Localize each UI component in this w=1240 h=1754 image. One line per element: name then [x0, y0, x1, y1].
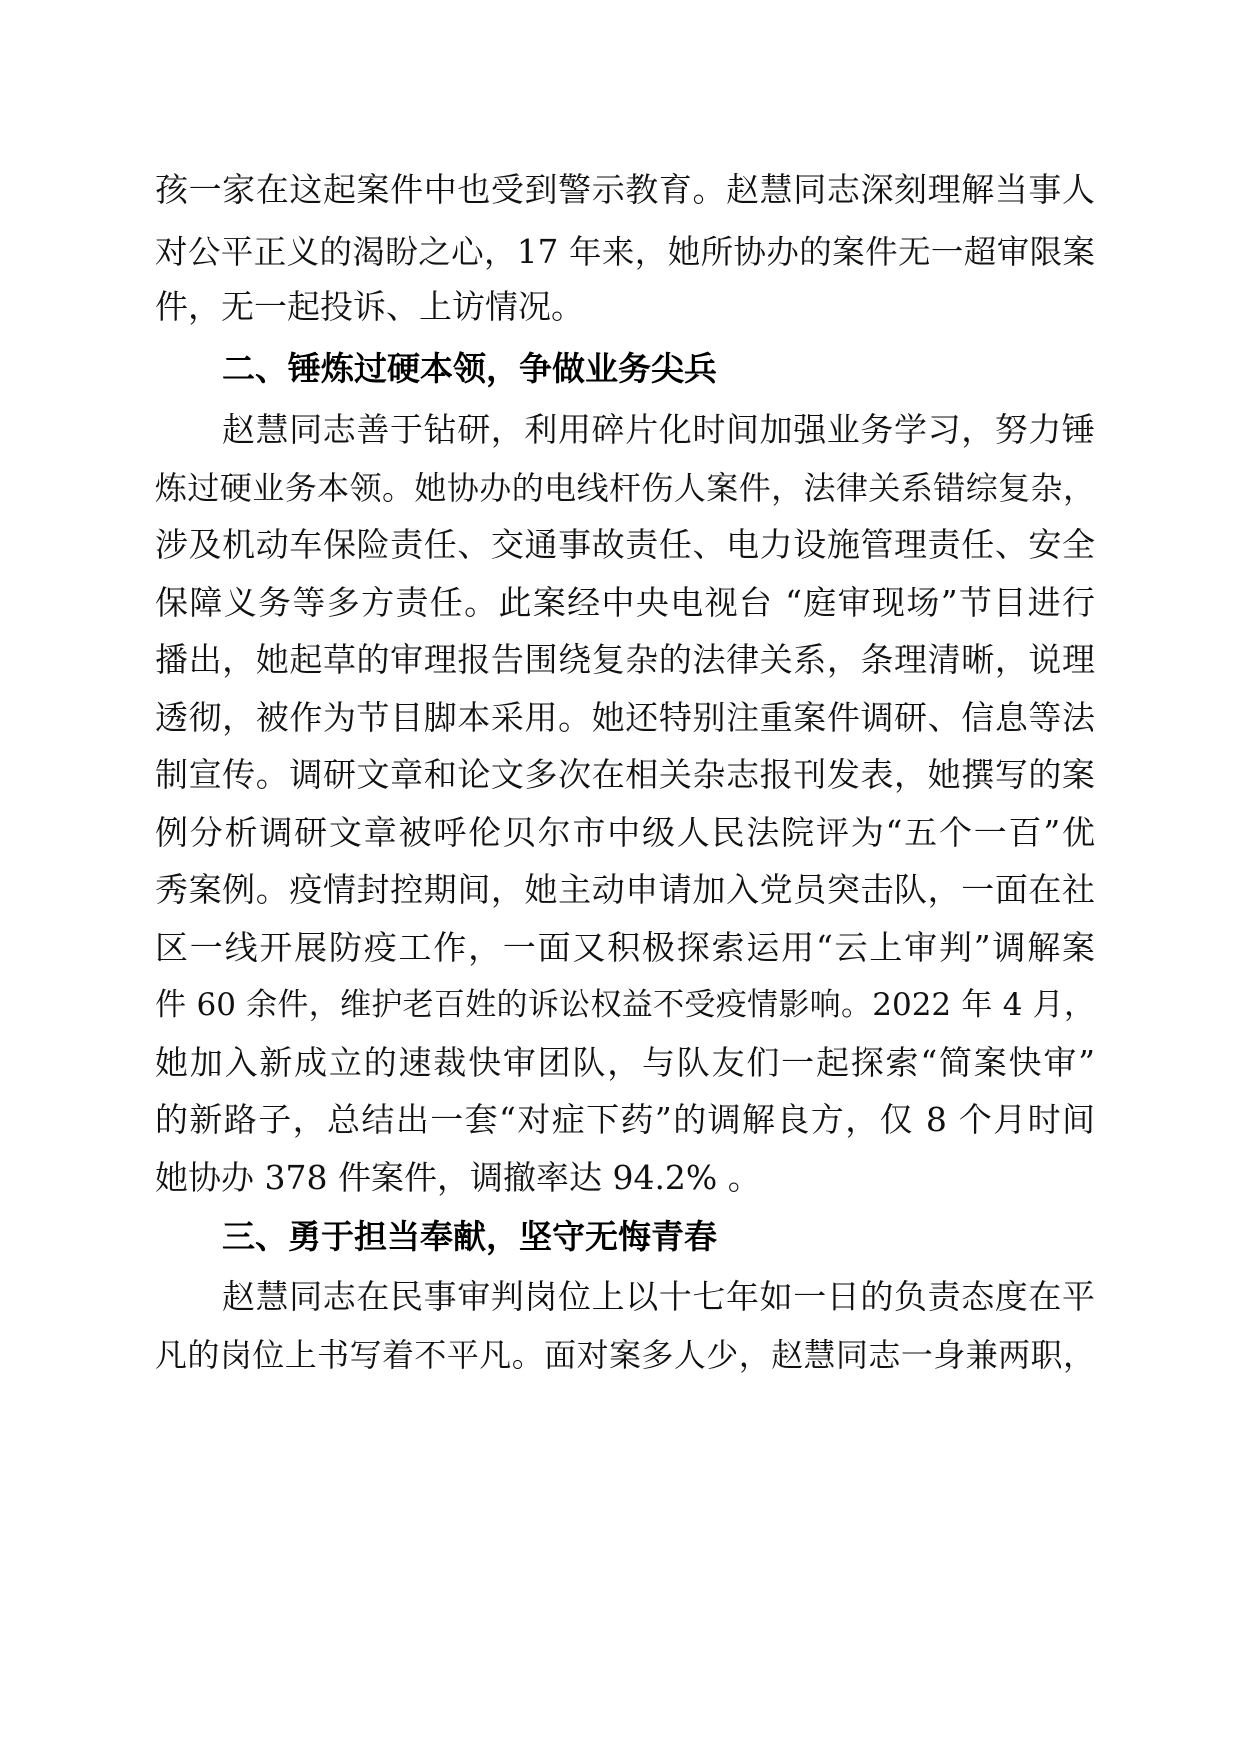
- paragraph-line: 孩一家在这起案件中也受到警示教育。赵慧同志深刻理解当事人: [155, 170, 1095, 209]
- paragraph-line: 赵慧同志在民事审判岗位上以十七年如一日的负责态度在平: [222, 1277, 1095, 1316]
- section-heading: 二、锤炼过硬本领，争做业务尖兵: [222, 349, 717, 388]
- paragraph-line: 区一线开展防疫工作，一面又积极探索运用“云上审判”调解案: [155, 928, 1095, 967]
- paragraph-line: 件 60 余件，维护老百姓的诉讼权益不受疫情影响。2022 年 4 月，: [155, 987, 1095, 1023]
- paragraph-line: 凡的岗位上书写着不平凡。面对案多人少，赵慧同志一身兼两职，: [155, 1336, 1095, 1374]
- section-heading: 三、勇于担当奉献，坚守无悔青春: [222, 1217, 717, 1256]
- paragraph-line: 的新路子，总结出一套“对症下药”的调解良方，仅 8 个月时间: [155, 1100, 1095, 1139]
- paragraph-line: 赵慧同志善于钻研，利用碎片化时间加强业务学习，努力锤: [222, 410, 1095, 449]
- paragraph-line: 她加入新成立的速裁快审团队，与队友们一起探索“简案快审”: [155, 1043, 1095, 1082]
- paragraph-line: 对公平正义的渴盼之心，17 年来，她所协办的案件无一超审限案: [155, 233, 1095, 271]
- paragraph-line: 例分析调研文章被呼伦贝尔市中级人民法院评为“五个一百”优: [155, 813, 1095, 852]
- paragraph-line: 炼过硬业务本领。她协办的电线杆伤人案件，法律关系错综复杂，: [155, 469, 1095, 507]
- paragraph-line: 保障义务等多方责任。此案经中央电视台 “庭审现场”节目进行: [155, 583, 1095, 622]
- paragraph-line: 制宣传。调研文章和论文多次在相关杂志报刊发表，她撰写的案: [155, 755, 1095, 794]
- paragraph-line: 透彻，被作为节目脚本采用。她还特别注重案件调研、信息等法: [155, 698, 1095, 737]
- paragraph-line: 秀案例。疫情封控期间，她主动申请加入党员突击队，一面在社: [155, 870, 1095, 909]
- paragraph-line: 她协办 378 件案件，调撤率达 94.2% 。: [155, 1158, 761, 1197]
- paragraph-line: 播出，她起草的审理报告围绕复杂的法律关系，条理清晰，说理: [155, 640, 1095, 679]
- paragraph-line: 件，无一起投诉、上访情况。: [155, 287, 584, 326]
- paragraph-line: 涉及机动车保险责任、交通事故责任、电力设施管理责任、安全: [155, 525, 1095, 564]
